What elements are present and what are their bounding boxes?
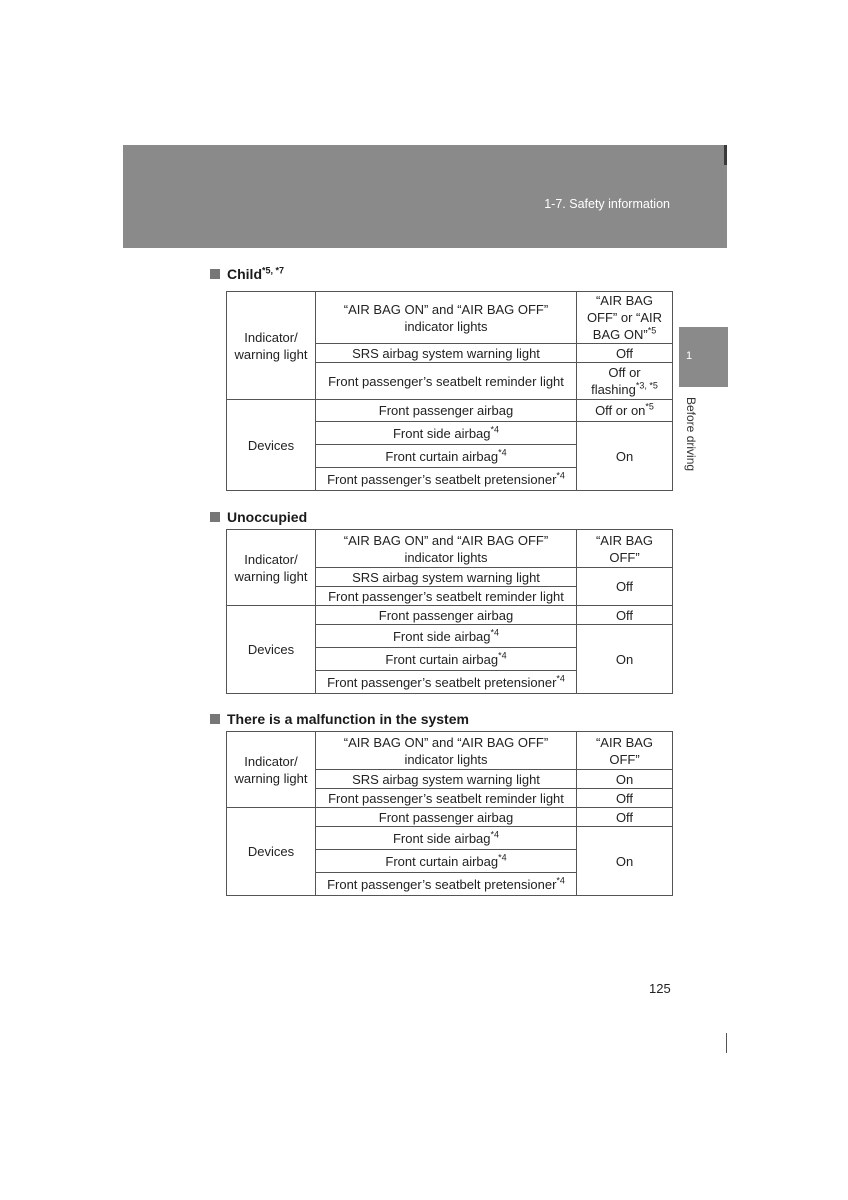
table-cell-item: Front passenger’s seatbelt reminder light xyxy=(316,363,577,400)
table-cell-status: Off xyxy=(577,606,673,625)
table-cell-item: Front passenger’s seatbelt pretensioner$^{*4}$ xyxy=(316,671,577,694)
square-bullet-icon xyxy=(210,714,220,724)
table-cell-status: Off xyxy=(577,568,673,606)
table-cell-item: Front curtain airbag$^{*4}$ xyxy=(316,445,577,468)
table-cell-item: Front passenger’s seatbelt pretensioner$^{*4}$ xyxy=(316,468,577,491)
header-cell-status: “AIR BAG OFF” xyxy=(577,732,673,770)
table-cell-item: Front side airbag$^{*4}$ xyxy=(316,422,577,445)
table-cell-item: Front side airbag$^{*4}$ xyxy=(316,625,577,648)
table-cell-status: On xyxy=(577,827,673,896)
table-cell-item: SRS airbag system warning light xyxy=(316,770,577,789)
square-bullet-icon xyxy=(210,512,220,522)
table-cell-item: Front curtain airbag$^{*4}$ xyxy=(316,648,577,671)
chapter-header xyxy=(123,145,727,248)
table-cell-item: Front passenger airbag xyxy=(316,808,577,827)
section-title-child: Child$^{*5, *7}$ xyxy=(210,266,284,282)
unoccupied-table xyxy=(226,529,673,694)
chapter-label: Before driving xyxy=(684,397,698,472)
table-cell-status: Off xyxy=(577,344,673,363)
child-table xyxy=(226,291,673,491)
table-cell-item: Front side airbag$^{*4}$ xyxy=(316,827,577,850)
table-cell-status: Off xyxy=(577,808,673,827)
table-cell-status: On xyxy=(577,422,673,491)
table-cell-status: On xyxy=(577,770,673,789)
chapter-tab xyxy=(679,327,728,387)
devices-label-cell: Devices xyxy=(227,606,316,694)
indicator-label-cell: Indicator/ warning light xyxy=(227,530,316,606)
table-cell-item: Front curtain airbag$^{*4}$ xyxy=(316,850,577,873)
table-cell-item: SRS airbag system warning light xyxy=(316,344,577,363)
chapter-number: 1 xyxy=(686,350,693,362)
malfunction-table xyxy=(226,731,673,896)
header-cell-status: “AIR BAG OFF” xyxy=(577,530,673,568)
table-cell-item: SRS airbag system warning light xyxy=(316,568,577,587)
header-cell-lights: “AIR BAG ON” and “AIR BAG OFF” indicator lights xyxy=(316,732,577,770)
table-cell-item: Front passenger’s seatbelt reminder light xyxy=(316,789,577,808)
section-title-unoccupied: Unoccupied xyxy=(210,509,307,525)
table-cell-status: On xyxy=(577,625,673,694)
indicator-label-cell: Indicator/ warning light xyxy=(227,732,316,808)
page-number: 125 xyxy=(649,981,671,996)
header-cell-lights: “AIR BAG ON” and “AIR BAG OFF” indicator lights xyxy=(316,292,577,344)
devices-label-cell: Devices xyxy=(227,400,316,491)
devices-label-cell: Devices xyxy=(227,808,316,896)
table-cell-status: Off xyxy=(577,789,673,808)
table-cell-status: Off or $on^{*5}$ xyxy=(577,400,673,422)
table-cell-item: Front passenger airbag xyxy=(316,606,577,625)
section-title-malfunction: There is a malfunction in the system xyxy=(210,711,469,727)
header-cell-status: “AIR BAG OFF” or “AIR BAG ON”$^{*5}$ xyxy=(577,292,673,344)
margin-mark xyxy=(726,1033,727,1053)
table-cell-item: Front passenger airbag xyxy=(316,400,577,422)
table-cell-status: Off or flashing$^{*3, *5}$ xyxy=(577,363,673,400)
table-cell-item: Front passenger’s seatbelt reminder light xyxy=(316,587,577,606)
header-cell-lights: “AIR BAG ON” and “AIR BAG OFF” indicator lights xyxy=(316,530,577,568)
section-heading: 1-7. Safety information xyxy=(544,197,670,211)
table-cell-item: Front passenger’s seatbelt pretensioner$^{*4}$ xyxy=(316,873,577,896)
indicator-label-cell: Indicator/ warning light xyxy=(227,292,316,400)
square-bullet-icon xyxy=(210,269,220,279)
header-rule xyxy=(724,145,727,165)
